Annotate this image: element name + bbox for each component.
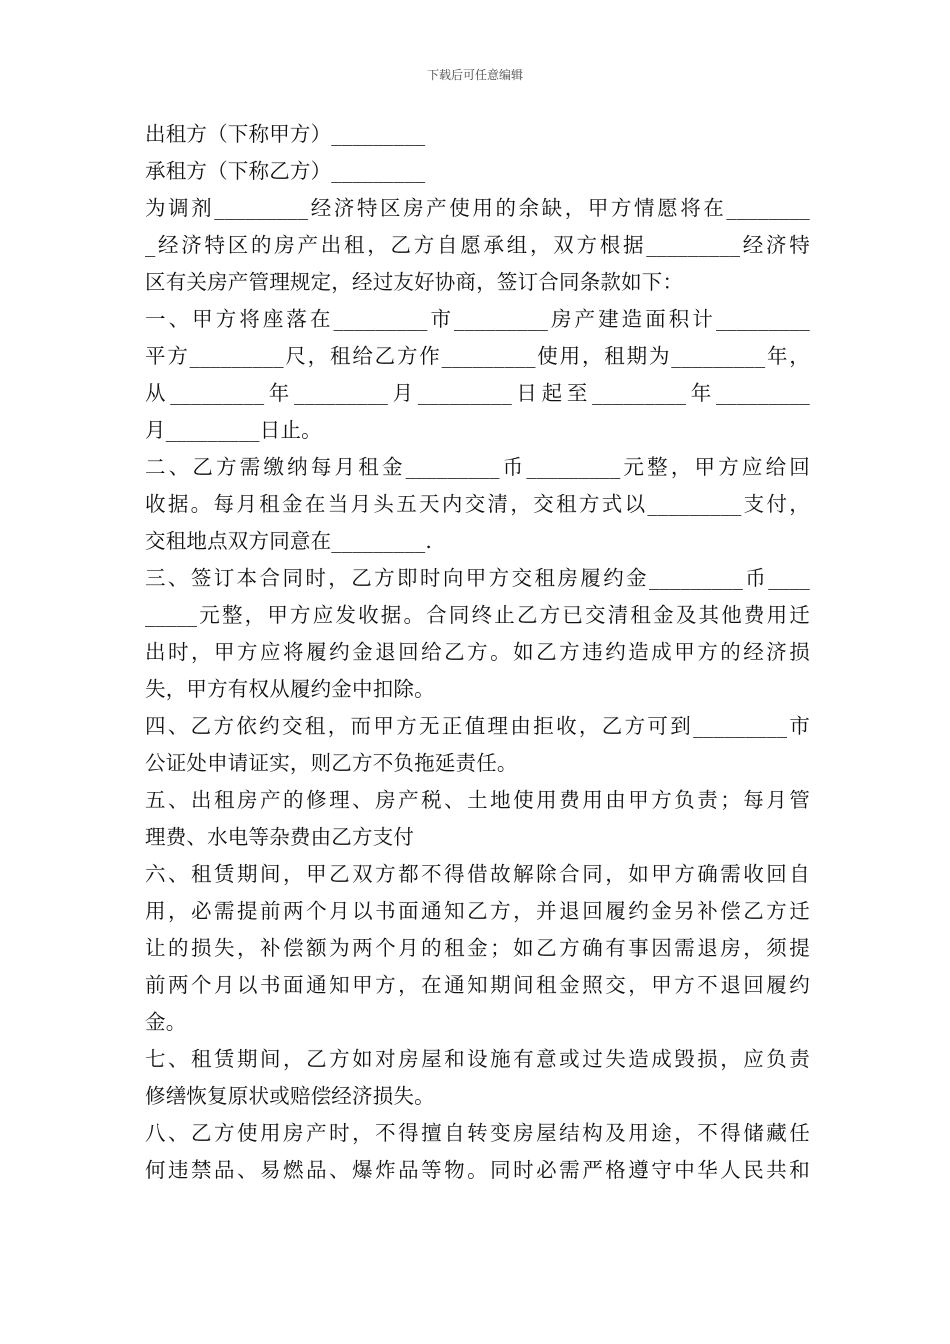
text-line: 金。	[145, 1010, 187, 1034]
text-line: 交租地点双方同意在_________.	[145, 529, 433, 553]
text-line: 从_________年_________月_________日起至_________年_________	[145, 381, 810, 405]
text-line: 六、租赁期间，甲乙双方都不得借故解除合同，如甲方确需收回自	[145, 862, 810, 886]
text-line: 为调剂_________经济特区房产使用的余缺，甲方情愿将在________	[145, 196, 810, 220]
text-line: 七、租赁期间，乙方如对房屋和设施有意或过失造成毁损，应负责	[145, 1047, 810, 1071]
text-line: 何违禁品、易燃品、爆炸品等物。同时必需严格遵守中华人民共和	[145, 1158, 810, 1182]
text-line: 用，必需提前两个月以书面通知乙方，并退回履约金另补偿乙方迁	[145, 899, 810, 923]
text-line: 一、甲方将座落在_________市_________房产建造面积计_________	[145, 307, 810, 331]
text-line: 收据。每月租金在当月头五天内交清，交租方式以_________支付，	[145, 492, 810, 516]
text-line: 二、乙方需缴纳每月租金_________币_________元整，甲方应给回	[145, 455, 810, 479]
page-header: 下载后可任意编辑	[426, 68, 523, 82]
text-line: 八、乙方使用房产时，不得擅自转变房屋结构及用途，不得储藏任	[145, 1121, 810, 1145]
text-line: 出时，甲方应将履约金退回给乙方。如乙方违约造成甲方的经济损	[145, 640, 810, 664]
text-line: 前两个月以书面通知甲方，在通知期间租金照交，甲方不退回履约	[145, 973, 810, 997]
text-line: 失，甲方有权从履约金中扣除。	[145, 677, 435, 701]
text-line: 修缮恢复原状或赔偿经济损失。	[145, 1084, 435, 1108]
text-line: 出租方（下称甲方）_________	[145, 122, 426, 146]
text-line: 让的损失，补偿额为两个月的租金；如乙方确有事因需退房，须提	[145, 936, 810, 960]
text-line: _经济特区的房产出租，乙方自愿承组，双方根据_________经济特	[145, 233, 810, 257]
text-line: 理费、水电等杂费由乙方支付	[145, 825, 415, 849]
text-line: _____元整，甲方应发收据。合同终止乙方已交清租金及其他费用迁	[145, 603, 810, 627]
text-line: 月_________日止。	[145, 418, 322, 442]
contract-body	[145, 116, 810, 1189]
text-line: 四、乙方依约交租，而甲方无正值理由拒收，乙方可到_________市	[145, 714, 810, 738]
text-line: 区有关房产管理规定，经过友好协商，签订合同条款如下：	[145, 270, 684, 294]
text-line: 五、出租房产的修理、房产税、土地使用费用由甲方负责；每月管	[145, 788, 810, 812]
text-line: 公证处申请证实，则乙方不负拖延责任。	[145, 751, 518, 775]
text-line: 三、签订本合同时，乙方即时向甲方交租房履约金_________币____	[145, 566, 810, 590]
text-line: 承租方（下称乙方）_________	[145, 159, 426, 183]
text-line: 平方_________尺，租给乙方作_________使用，租期为_________年，	[145, 344, 810, 368]
